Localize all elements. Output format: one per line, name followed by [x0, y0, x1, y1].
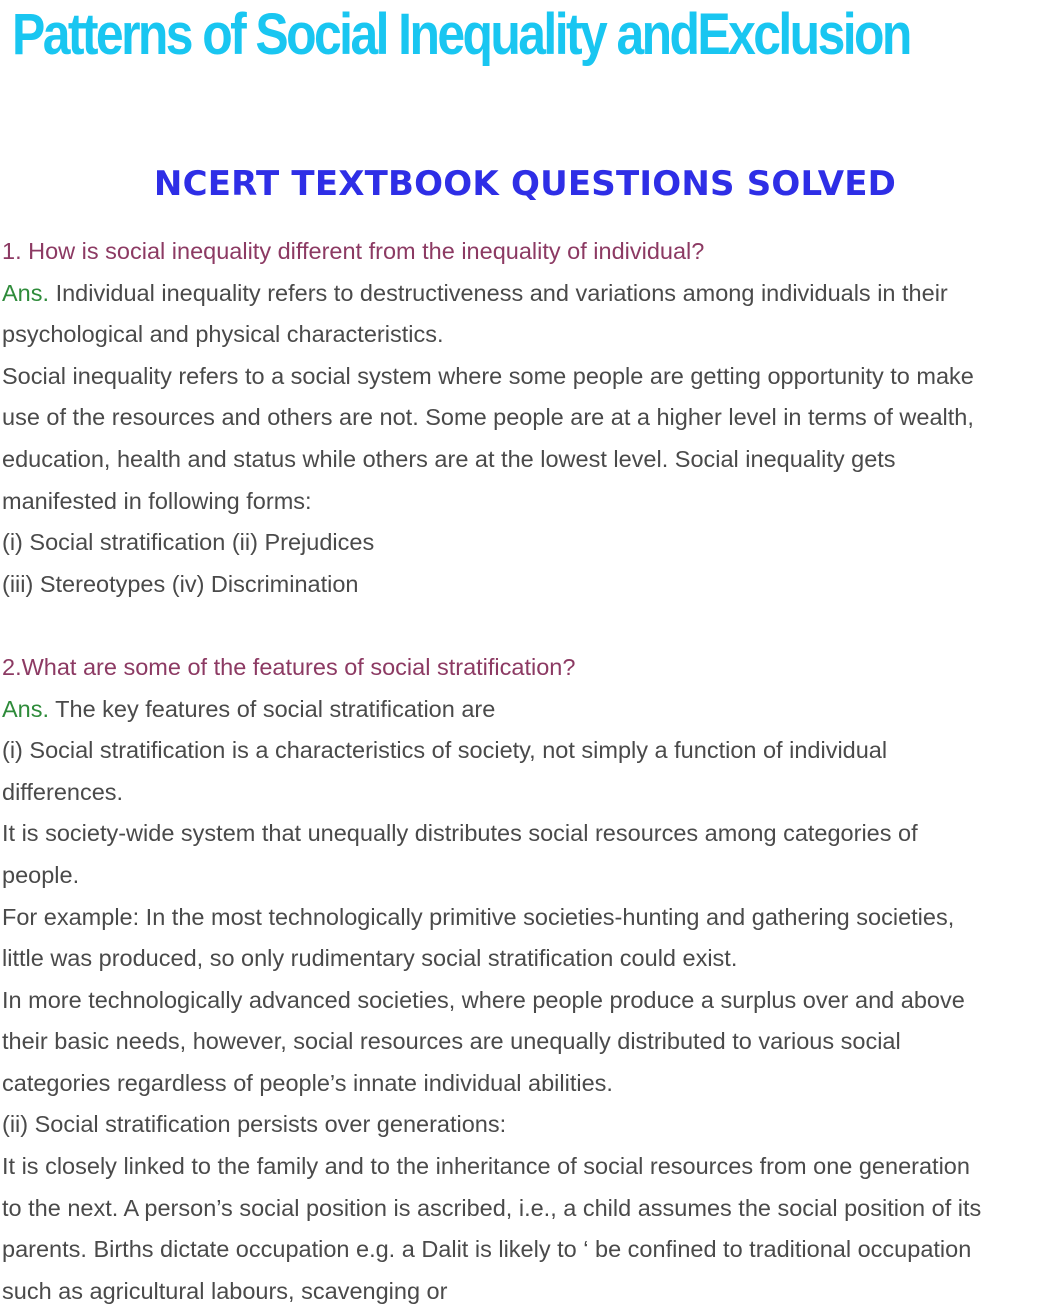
answer-2-line	[2, 689, 1048, 731]
answer-2-line: (ii) Social stratification persists over generations:	[2, 1111, 507, 1138]
answer-1-line: manifested in following forms:	[2, 487, 312, 514]
page-title: Patterns of Social Inequality andExclusion	[12, 2, 910, 67]
answer-1-line: (i) Social stratification (ii) Prejudices	[2, 529, 375, 556]
answer-1-line: education, health and status while others are at the lowest level. Social inequality gets	[2, 445, 896, 472]
section-heading: NCERT TEXTBOOK QUESTIONS SOLVED	[153, 164, 897, 204]
answer-2-line: In more technologically advanced societies, where people produce a surplus over and above	[2, 986, 965, 1013]
answer-2-line: categories regardless of people’s innate individual abilities.	[2, 1069, 613, 1096]
answer-2-line: people.	[2, 861, 80, 888]
answer-1-line	[2, 273, 1048, 315]
answer-2-line: little was produced, so only rudimentary social stratification could exist.	[2, 945, 738, 972]
answer-1-text: Individual inequality refers to destructiveness and variations among individuals in their	[55, 279, 948, 306]
answer-label: Ans.	[2, 279, 50, 306]
answer-2-line: to the next. A person’s social position is ascribed, i.e., a child assumes the social position of its	[2, 1194, 982, 1221]
article-body	[2, 231, 1048, 1312]
answer-1-line: Social inequality refers to a social system where some people are getting opportunity to make	[2, 362, 974, 389]
answer-1-line: psychological and physical characteristics.	[2, 321, 444, 348]
answer-2-line: such as agricultural labours, scavenging or	[2, 1277, 448, 1304]
answer-2-line: (i) Social stratification is a characteristics of society, not simply a function of individual	[2, 737, 888, 764]
answer-2-line: For example: In the most technologically primitive societies-hunting and gathering societies,	[2, 903, 955, 930]
answer-2-text: The key features of social stratification are	[55, 695, 496, 722]
answer-2-line: It is society-wide system that unequally distributes social resources among categories of	[2, 820, 918, 847]
question-2: 2.What are some of the features of social stratification?	[2, 653, 576, 680]
answer-2-line: It is closely linked to the family and to the inheritance of social resources from one generation	[2, 1153, 970, 1180]
answer-1-line: use of the resources and others are not. Some people are at a higher level in terms of wealth,	[2, 404, 974, 431]
answer-2-line: their basic needs, however, social resources are unequally distributed to various social	[2, 1028, 901, 1055]
answer-1-line: (iii) Stereotypes (iv) Discrimination	[2, 570, 359, 597]
question-1: 1. How is social inequality different from the inequality of individual?	[2, 238, 705, 264]
answer-2-line: parents. Births dictate occupation e.g. a Dalit is likely to ‘ be confined to traditional occupation	[2, 1236, 972, 1263]
answer-label: Ans.	[2, 695, 50, 722]
answer-2-line: differences.	[2, 778, 124, 805]
paragraph-spacer	[2, 605, 1048, 647]
